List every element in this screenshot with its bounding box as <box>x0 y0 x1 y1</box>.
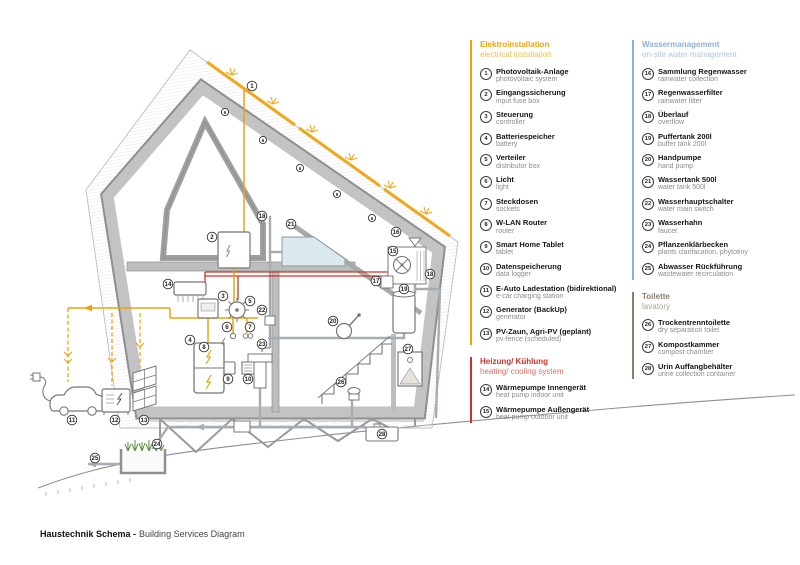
fuse-box <box>218 232 250 268</box>
legend-item-label-en: distributor box <box>496 162 540 170</box>
section-title-en: electrical installation <box>480 50 552 60</box>
svg-text:8: 8 <box>202 343 206 351</box>
section-title-de: Elektroinstallation <box>480 40 550 49</box>
legend-item-6 <box>480 175 626 193</box>
legend-item-21 <box>642 175 794 193</box>
legend-section-heating <box>470 357 626 423</box>
legend-item-label-de: Wärmepumpe Außengerät <box>496 404 590 414</box>
legend-item-5 <box>480 153 626 171</box>
legend-item-3 <box>480 110 626 128</box>
legend-item-number: 5 <box>480 154 492 166</box>
legend-item-27 <box>642 340 794 358</box>
sun-icon <box>226 68 238 75</box>
marker-18 <box>257 211 267 221</box>
data-logger <box>242 362 254 374</box>
marker-19 <box>399 284 409 294</box>
legend-item-label-de: Pflanzenklärbecken <box>658 240 729 250</box>
sun-icon <box>345 153 357 160</box>
legend-item-label-en: faucet <box>658 227 678 235</box>
legend-item-label-en: rainwater filter <box>658 97 702 105</box>
legend-item-label-de: Photovoltaik-Anlage <box>496 66 569 76</box>
legend-section-toilet <box>632 292 794 380</box>
legend-item-label-en: compost chamber <box>658 349 714 357</box>
marker-20 <box>328 316 338 326</box>
legend-item-label-en: sockets <box>496 205 520 213</box>
legend-item-label-de: Überlauf <box>658 110 689 120</box>
marker-7 <box>245 322 255 332</box>
svg-text:9: 9 <box>226 375 230 383</box>
interior-wall <box>272 271 279 412</box>
legend-column-1 <box>470 40 626 435</box>
rain-filter <box>381 276 393 288</box>
legend-item-number: 17 <box>642 89 654 101</box>
legend-item-number: 3 <box>480 111 492 123</box>
svg-text:21: 21 <box>287 220 295 228</box>
marker-15 <box>388 246 398 256</box>
marker-21 <box>286 219 296 229</box>
marker-26 <box>336 377 346 387</box>
legend-item-17 <box>642 88 794 106</box>
svg-text:16: 16 <box>392 228 400 236</box>
legend-item-12 <box>480 305 626 323</box>
legend-item-number: 14 <box>480 384 492 396</box>
svg-text:5: 5 <box>248 297 252 305</box>
svg-text:25: 25 <box>91 454 99 462</box>
legend-item-number: 18 <box>642 111 654 123</box>
marker-5 <box>245 296 255 306</box>
svg-text:23: 23 <box>258 340 266 348</box>
svg-text:6: 6 <box>225 323 229 331</box>
sun-icon <box>384 181 396 188</box>
legend-item-label-en: pv-fence (scheduled) <box>496 335 562 343</box>
legend-item-9 <box>480 240 626 258</box>
legend-section-title <box>480 40 626 61</box>
marker-24 <box>152 439 162 449</box>
legend-item-label-en: wastewater recirculation <box>658 270 734 278</box>
legend-section-title <box>642 40 794 61</box>
legend-item-number: 27 <box>642 341 654 353</box>
marker-12 <box>110 415 120 425</box>
legend-item-number: 23 <box>642 219 654 231</box>
legend-item-number: 1 <box>480 68 492 80</box>
marker-1 <box>247 81 257 91</box>
legend-item-number: 16 <box>642 68 654 80</box>
legend-item-label-de: Batteriespeicher <box>496 131 555 141</box>
legend-item-label-de: Verteiler <box>496 153 526 163</box>
marker-6 <box>333 190 340 197</box>
section-title-en: lavatory <box>642 301 671 311</box>
svg-text:18: 18 <box>258 212 266 220</box>
svg-text:2: 2 <box>210 233 214 241</box>
legend-item-15 <box>480 405 626 423</box>
svg-text:6: 6 <box>335 191 339 197</box>
marker-8 <box>199 342 209 352</box>
legend-item-label-de: Datenspeicherung <box>496 261 562 271</box>
legend-item-label-en: e-car charging station <box>496 292 564 300</box>
svg-text:28: 28 <box>378 430 386 438</box>
marker-6 <box>296 164 303 171</box>
legend-item-label-de: Wassertank 500l <box>658 175 717 185</box>
legend-item-number: 20 <box>642 154 654 166</box>
legend-item-7 <box>480 197 626 215</box>
legend-item-label-de: Wärmepumpe Innengerät <box>496 383 587 393</box>
charging-plug <box>33 373 40 381</box>
sun-icon <box>420 207 432 214</box>
legend-section-title <box>480 357 626 378</box>
sun-icon <box>306 125 318 132</box>
marker-23 <box>257 339 267 349</box>
water-main-switch <box>265 316 275 325</box>
legend-item-label-en: water main switch <box>658 205 714 213</box>
legend-section-title <box>642 292 794 313</box>
legend-item-label-en: buffer tank 200l <box>658 140 707 148</box>
legend-item-10 <box>480 262 626 280</box>
legend-item-label-de: Regenwasserfilter <box>658 88 723 98</box>
legend-item-label-en: photovoltaic system <box>496 75 558 83</box>
svg-text:6: 6 <box>261 137 265 143</box>
legend-item-label-en: hand pump <box>658 162 694 170</box>
legend-item-number: 19 <box>642 133 654 145</box>
inline-pump <box>234 421 250 432</box>
legend-item-label-de: Abwasser Rückführung <box>658 261 743 271</box>
controller <box>198 299 218 318</box>
svg-text:6: 6 <box>223 109 227 115</box>
marker-10 <box>243 374 253 384</box>
legend-item-number: 4 <box>480 133 492 145</box>
section-title-en: heating/ cooling system <box>480 366 564 376</box>
legend-item-label-de: Sammlung Regenwasser <box>658 66 747 76</box>
legend-item-label-en: rainwater collection <box>658 75 718 83</box>
charging-cable <box>40 377 50 401</box>
legend-item-label-en: heat pump indoor unit <box>496 392 564 400</box>
svg-text:26: 26 <box>337 378 345 386</box>
svg-text:27: 27 <box>404 345 412 353</box>
legend-item-number: 13 <box>480 328 492 340</box>
marker-6 <box>222 322 232 332</box>
legend-item-number: 9 <box>480 241 492 253</box>
marker-6 <box>221 108 228 115</box>
legend-item-20 <box>642 153 794 171</box>
marker-28 <box>377 429 387 439</box>
svg-text:11: 11 <box>68 416 76 424</box>
caption-de: Haustechnik Schema - <box>40 529 137 539</box>
legend-item-label-en: overflow <box>658 119 685 127</box>
legend-item-28 <box>642 362 794 380</box>
legend-item-label-de: Steckdosen <box>496 196 539 206</box>
legend-item-label-en: battery <box>496 140 518 148</box>
marker-4 <box>185 335 195 345</box>
legend-column-2 <box>632 40 794 391</box>
legend-item-number: 6 <box>480 176 492 188</box>
marker-14 <box>163 279 173 289</box>
marker-13 <box>139 415 149 425</box>
marker-3 <box>218 291 228 301</box>
svg-text:17: 17 <box>372 277 380 285</box>
marker-16 <box>391 227 401 237</box>
legend-item-label-de: Licht <box>496 175 514 185</box>
svg-text:15: 15 <box>389 247 397 255</box>
legend-item-number: 11 <box>480 285 492 297</box>
legend-item-label-en: data logger <box>496 270 532 278</box>
legend-item-label-de: Kompostkammer <box>658 339 720 349</box>
legend-item-label-en: input fuse box <box>496 97 540 105</box>
legend-item-number: 10 <box>480 263 492 275</box>
marker-22 <box>257 305 267 315</box>
svg-text:22: 22 <box>258 306 266 314</box>
legend-item-label-de: Handpumpe <box>658 153 702 163</box>
legend-item-number: 7 <box>480 198 492 210</box>
buffer-tank <box>393 291 415 333</box>
svg-text:3: 3 <box>221 292 225 300</box>
svg-text:12: 12 <box>111 416 119 424</box>
marker-11 <box>67 415 77 425</box>
svg-text:10: 10 <box>244 375 252 383</box>
legend-item-19 <box>642 132 794 150</box>
legend-item-26 <box>642 318 794 336</box>
diagram-caption <box>40 529 245 539</box>
legend-item-label-de: Wasserhahn <box>658 218 703 228</box>
battery-storage <box>194 343 224 393</box>
svg-text:7: 7 <box>248 323 252 331</box>
compost-chamber <box>398 352 422 386</box>
dry-toilet <box>348 388 360 401</box>
legend-item-label-en: heat pump outdoor unit <box>496 414 568 422</box>
legend-item-14 <box>480 383 626 401</box>
generator <box>102 389 130 415</box>
marker-6 <box>259 136 266 143</box>
svg-text:4: 4 <box>188 336 192 344</box>
svg-text:13: 13 <box>140 416 148 424</box>
legend-item-23 <box>642 218 794 236</box>
section-title-en: on-site water management <box>642 50 737 60</box>
sun-icon <box>267 97 279 104</box>
marker-9 <box>223 374 233 384</box>
legend-item-label-en: router <box>496 227 515 235</box>
legend-item-number: 2 <box>480 89 492 101</box>
legend-item-4 <box>480 132 626 150</box>
legend-item-22 <box>642 197 794 215</box>
legend-item-number: 12 <box>480 306 492 318</box>
legend-item-number: 28 <box>642 363 654 375</box>
marker-27 <box>403 344 413 354</box>
legend-item-number: 8 <box>480 219 492 231</box>
legend-item-8 <box>480 218 626 236</box>
legend-section-electrical <box>470 40 626 345</box>
legend-item-24 <box>642 240 794 258</box>
legend-item-label-de: Wasserhauptschalter <box>658 196 734 206</box>
section-title-de: Wassermanagement <box>642 40 720 49</box>
wire-arrow <box>84 305 92 312</box>
legend-item-label-en: urine collection container <box>658 370 736 378</box>
section-title-de: Toilette <box>642 291 670 301</box>
legend-item-2 <box>480 88 626 106</box>
legend-item-label-en: tablet <box>496 249 514 257</box>
svg-text:19: 19 <box>400 285 408 293</box>
legend-item-label-en: plants clarifacation, phytotiny <box>658 249 748 257</box>
svg-text:20: 20 <box>329 317 337 325</box>
marker-25 <box>90 453 100 463</box>
legend-item-label-en: controller <box>496 119 525 127</box>
legend-item-18 <box>642 110 794 128</box>
marker-18 <box>425 269 435 279</box>
svg-text:6: 6 <box>298 165 302 171</box>
toilet-room-wall <box>391 334 396 412</box>
svg-text:6: 6 <box>370 215 374 221</box>
marker-6 <box>368 214 375 221</box>
legend-item-label-de: E-Auto Ladestation (bidirektional) <box>496 283 617 293</box>
caption-en: Building Services Diagram <box>139 529 245 539</box>
electric-car <box>30 373 105 415</box>
legend-item-label-de: Steuerung <box>496 110 534 120</box>
marker-2 <box>207 232 217 242</box>
legend-section-water <box>632 40 794 280</box>
legend-item-number: 24 <box>642 241 654 253</box>
svg-text:14: 14 <box>164 280 172 288</box>
legend-item-label-de: Trockentrenntoilette <box>658 318 731 328</box>
legend-item-number: 22 <box>642 198 654 210</box>
legend-item-label-de: Puffertank 200l <box>658 131 712 141</box>
light-icon <box>230 333 235 338</box>
legend-item-label-de: Generator (BackUp) <box>496 305 567 315</box>
svg-text:18: 18 <box>426 270 434 278</box>
legend-item-number: 21 <box>642 176 654 188</box>
legend-item-label-en: generator <box>496 314 526 322</box>
legend-item-label-de: W-LAN Router <box>496 218 548 228</box>
legend-item-label-en: light <box>496 184 509 192</box>
legend-item-label-de: Urin Auffangbehälter <box>658 361 733 371</box>
legend-item-13 <box>480 327 626 345</box>
legend-item-number: 26 <box>642 319 654 331</box>
marker-17 <box>371 276 381 286</box>
legend-item-label-en: water tank 500l <box>658 184 706 192</box>
svg-text:1: 1 <box>250 82 254 90</box>
legend-item-number: 15 <box>480 406 492 418</box>
legend-item-label-de: PV-Zaun, Agri-PV (geplant) <box>496 326 592 336</box>
legend-item-label-de: Smart Home Tablet <box>496 240 564 250</box>
legend-item-number: 25 <box>642 263 654 275</box>
legend-item-label-de: Eingangssicherung <box>496 88 566 98</box>
legend-item-16 <box>642 67 794 85</box>
svg-text:24: 24 <box>153 440 161 448</box>
legend-item-25 <box>642 262 794 280</box>
section-title-de: Heizung/ Kühlung <box>480 356 548 366</box>
legend-item-1 <box>480 67 626 85</box>
legend-item-label-en: dry separation toilet <box>658 327 720 335</box>
legend-item-11 <box>480 284 626 302</box>
